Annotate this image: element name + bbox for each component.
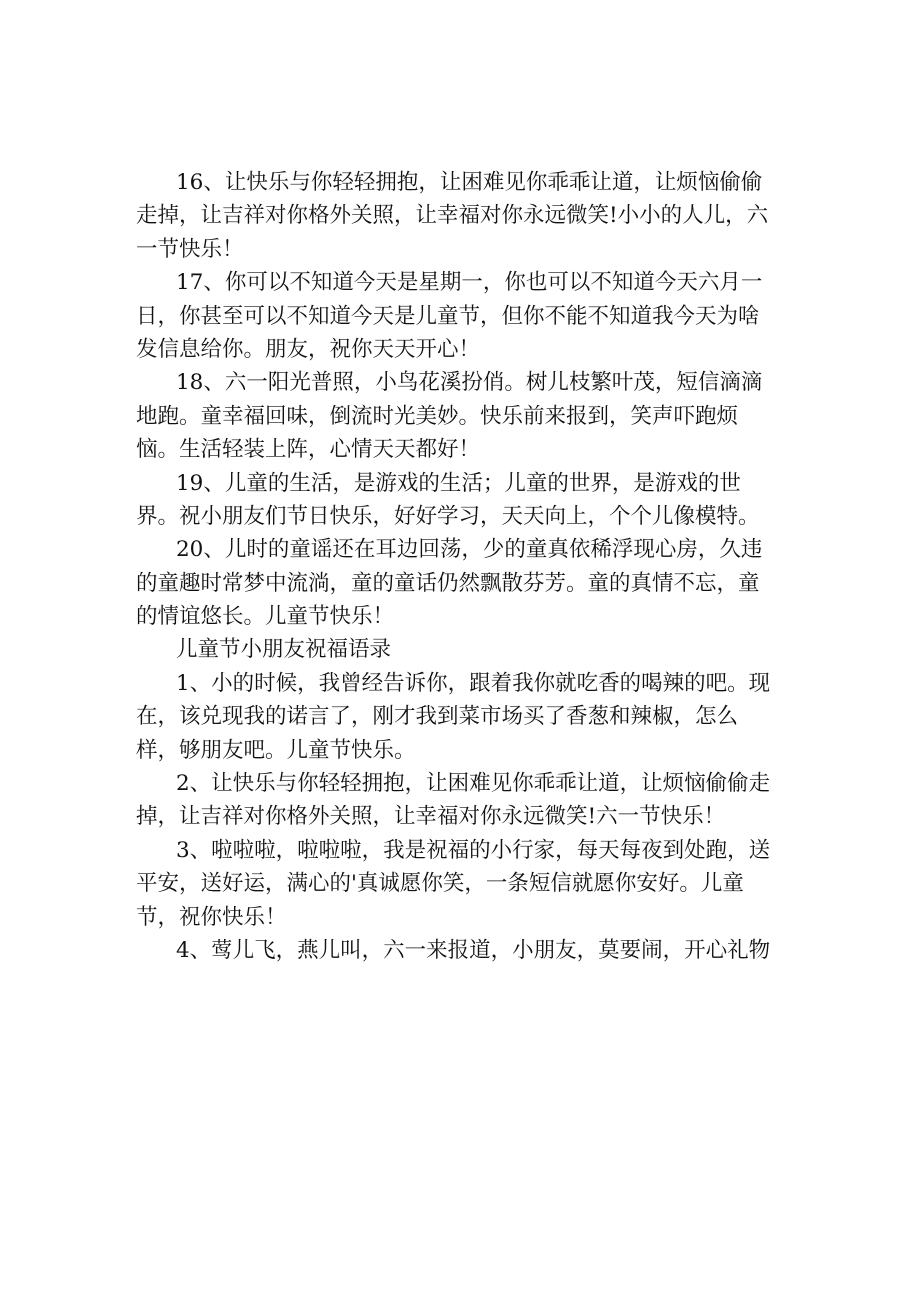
text-line: 平安，送好运，满心的'真诚愿你笑，一条短信就愿你安好。儿童 xyxy=(136,871,744,897)
section-heading-text: 儿童节小朋友祝福语录 xyxy=(176,637,392,663)
text-line: 的情谊悠长。儿童节快乐！ xyxy=(136,604,395,630)
paragraph-19 xyxy=(136,467,786,534)
text-line: 2、让快乐与你轻轻拥抱，让困难见你乖乖让道，让烦恼偷偷走 xyxy=(176,771,771,797)
paragraph-2 xyxy=(136,767,786,834)
paragraph-3 xyxy=(136,834,786,934)
text-line: 16、让快乐与你轻轻拥抱，让困难见你乖乖让道，让烦恼偷偷 xyxy=(176,170,763,195)
text-line: 20、儿时的童谣还在耳边回荡，少的童真依稀浮现心房，久违 xyxy=(176,537,763,563)
document-body xyxy=(136,166,786,967)
section-heading xyxy=(136,633,786,666)
paragraph-1 xyxy=(136,667,786,767)
text-line: 4、莺儿飞，燕儿叫，六一来报道，小朋友，莫要闹，开心礼物 xyxy=(176,937,771,963)
text-line: 19、儿童的生活，是游戏的生活；儿童的世界，是游戏的世 xyxy=(176,470,741,496)
text-line: 节，祝你快乐！ xyxy=(136,904,287,930)
text-line: 恼。生活轻装上阵，心情天天都好！ xyxy=(136,437,481,463)
text-line: 地跑。童幸福回味，倒流时光美妙。快乐前来报到，笑声吓跑烦 xyxy=(136,403,739,429)
text-line: 的童趣时常梦中流淌，童的童话仍然飘散芬芳。童的真情不忘，童 xyxy=(136,570,760,596)
paragraph-4 xyxy=(136,934,786,967)
text-line: 走掉，让吉祥对你格外关照，让幸福对你永远微笑!小小的人儿，六 xyxy=(136,203,769,229)
text-line: 样，够朋友吧。儿童节快乐。 xyxy=(136,737,416,763)
text-line: 一节快乐！ xyxy=(136,236,244,262)
text-line: 3、啦啦啦，啦啦啦，我是祝福的小行家，每天每夜到处跑，送 xyxy=(176,837,771,863)
text-line: 发信息给你。朋友，祝你天天开心！ xyxy=(136,336,481,362)
paragraph-20 xyxy=(136,533,786,633)
paragraph-17 xyxy=(136,266,786,366)
text-line: 在，该兑现我的诺言了，刚才我到菜市场买了香葱和辣椒，怎么 xyxy=(136,704,739,730)
text-line: 掉，让吉祥对你格外关照，让幸福对你永远微笑!六一节快乐！ xyxy=(136,804,726,830)
text-line: 1、小的时候，我曾经告诉你，跟着我你就吃香的喝辣的吧。现 xyxy=(176,670,771,696)
text-line: 界。祝小朋友们节日快乐，好好学习，天天向上，个个儿像模特。 xyxy=(136,503,760,529)
paragraph-16 xyxy=(136,166,786,266)
text-line: 18、六一阳光普照，小鸟花溪扮俏。树儿枝繁叶茂，短信滴滴 xyxy=(176,370,763,396)
paragraph-18 xyxy=(136,366,786,466)
text-line: 17、你可以不知道今天是星期一，你也可以不知道今天六月一 xyxy=(176,270,763,296)
text-line: 日，你甚至可以不知道今天是儿童节，但你不能不知道我今天为啥 xyxy=(136,303,760,329)
